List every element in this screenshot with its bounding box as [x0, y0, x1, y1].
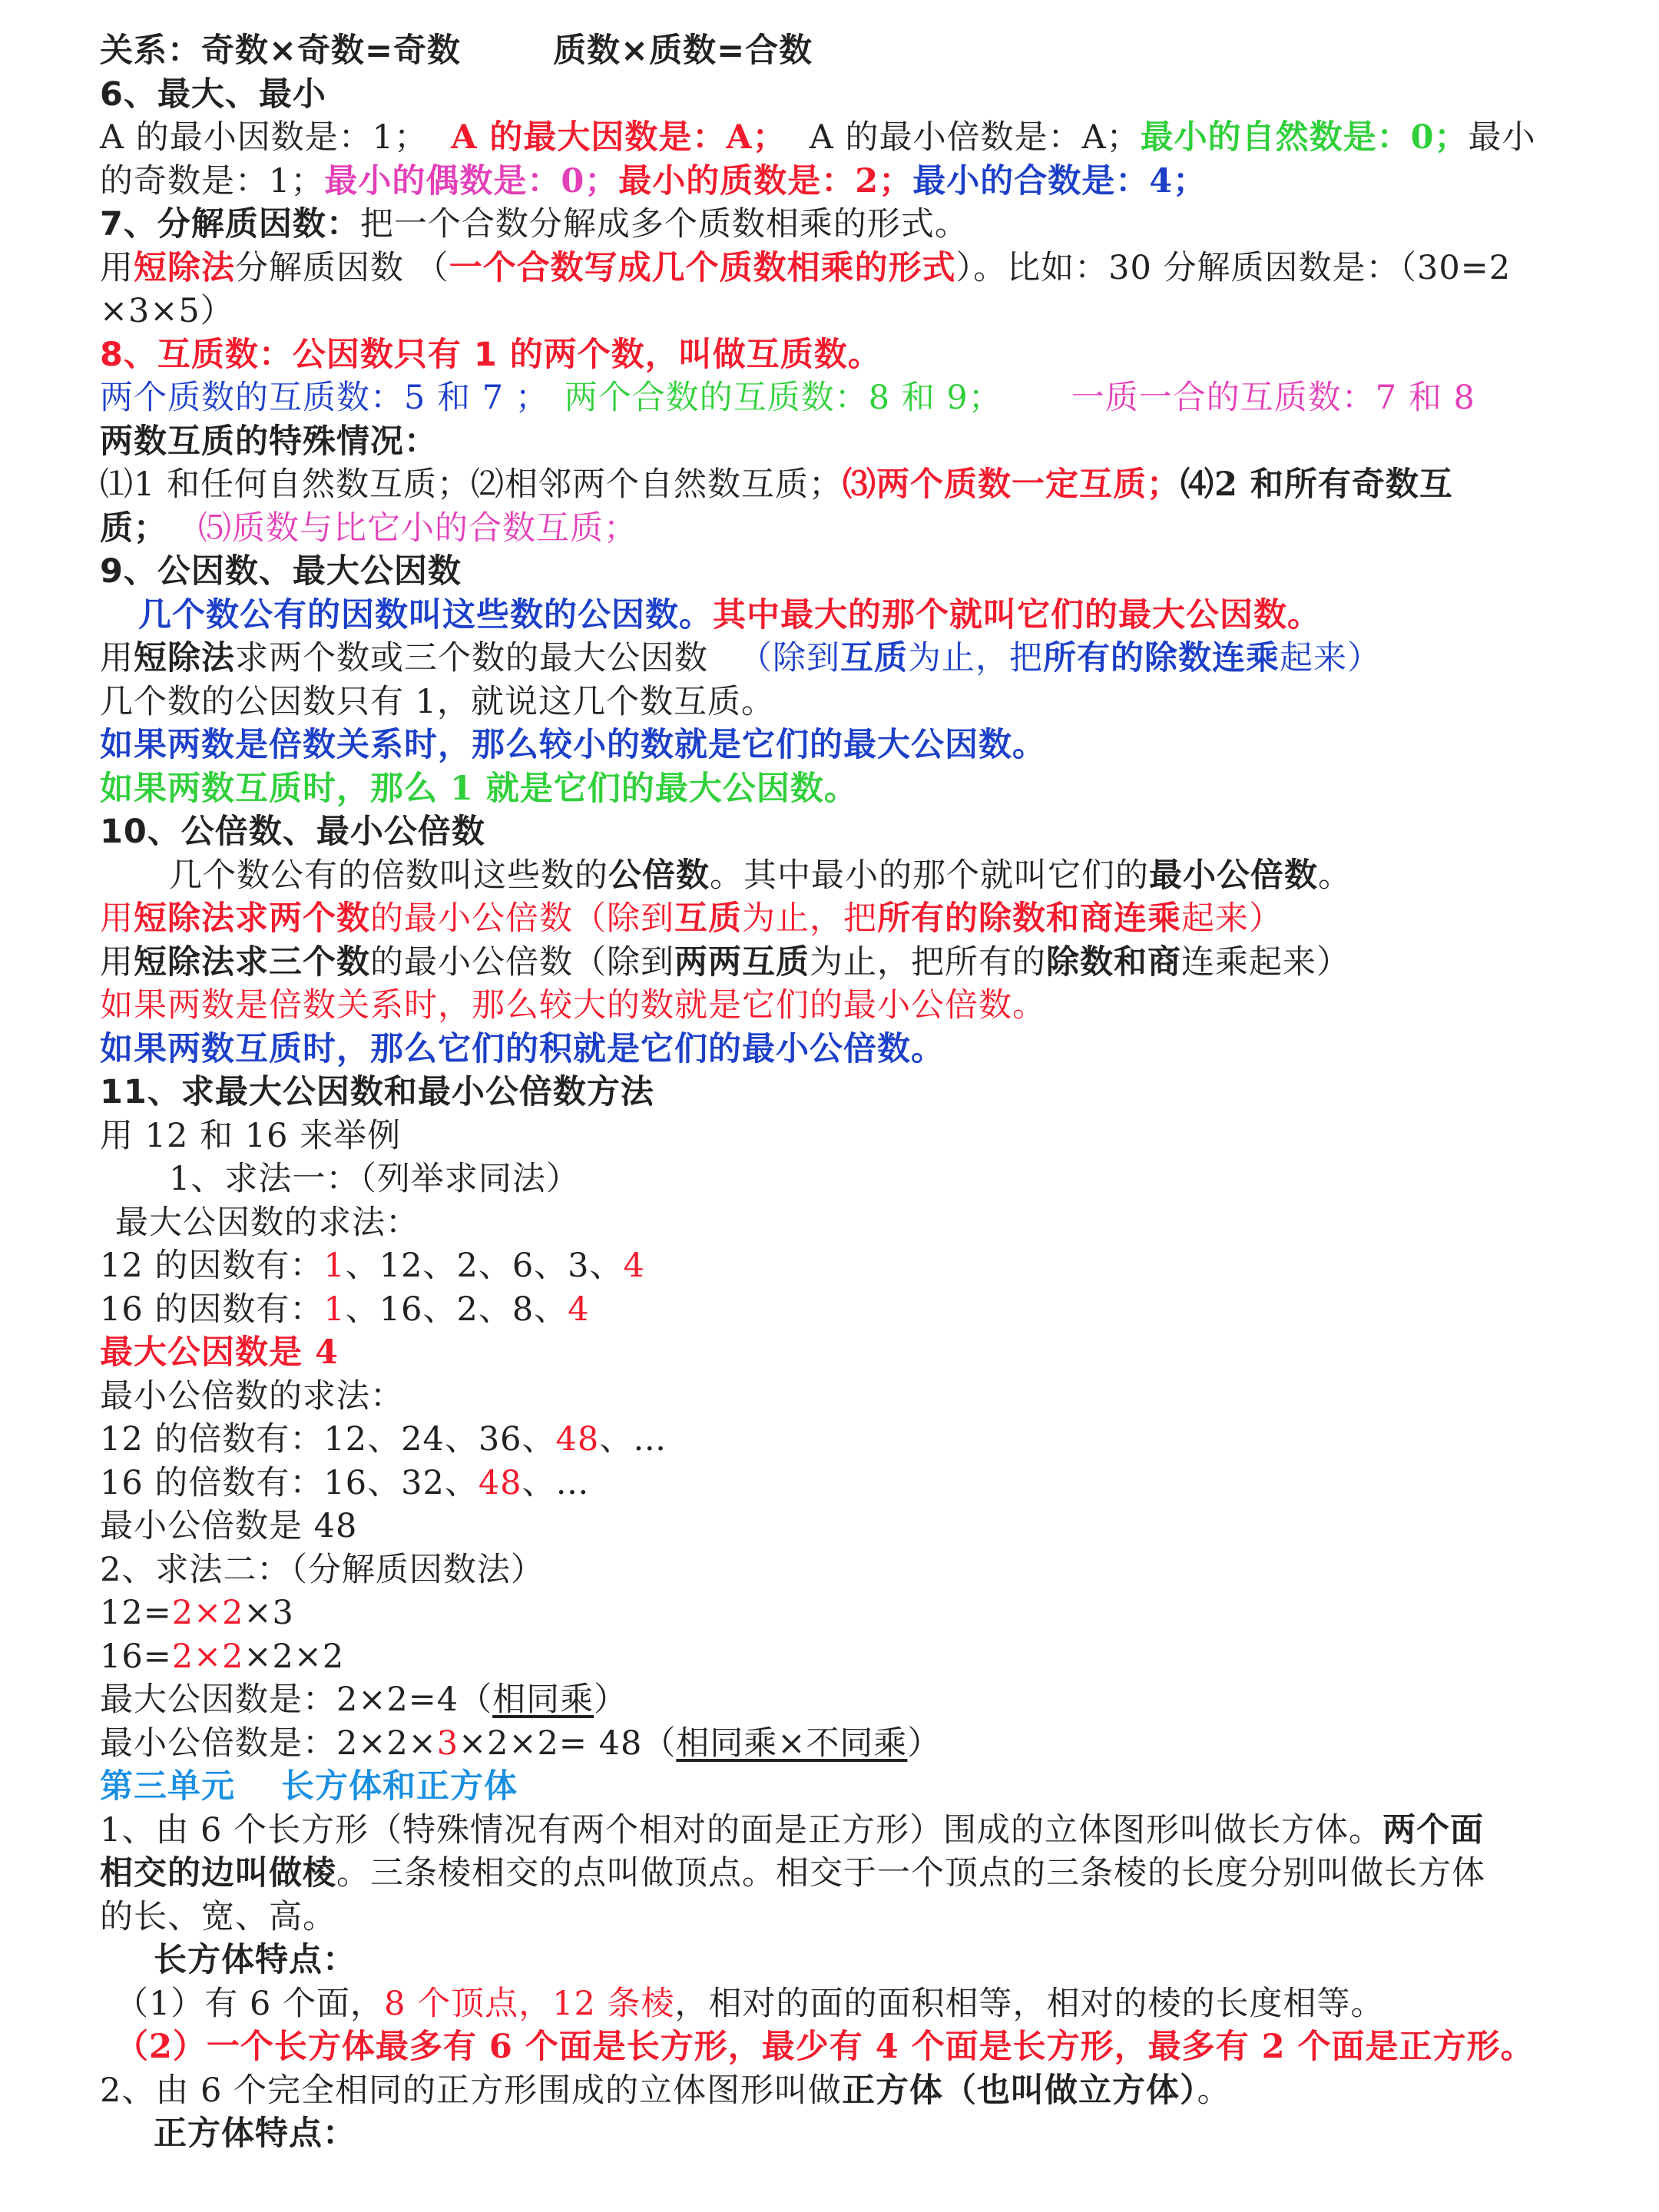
min-multiple-text: A 的最小倍数是：A；: [809, 118, 1141, 157]
pairwise-coprime-term: 两两互质: [674, 942, 810, 982]
two-primes-coprime: 两个质数的互质数：5 和 7 ；: [100, 379, 549, 417]
section-11-heading: 11、求最大公因数和最小公倍数方法: [100, 1073, 654, 1111]
cuboid-feature-2: （2）一个长方体最多有 6 个面是长方形，最少有 4 个面是长方形，最多有 2 个面是正方形。: [115, 2028, 1535, 2066]
together-text: 起来）: [1280, 639, 1381, 677]
factors-12-label: 12 的因数有：: [100, 1247, 324, 1285]
coprime-case-4: ⑷2 和所有奇数互: [1181, 465, 1453, 504]
common-multiple-text: 几个数公有的倍数叫这些数的: [169, 856, 608, 895]
factor-1-highlight: 1: [323, 1290, 346, 1329]
vertex-definition: 。三条棱相交的点叫做顶点。相交于一个顶点的三条棱的长度分别叫做长方体: [336, 1854, 1485, 1892]
gcd-result: 最大公因数是 4: [100, 1333, 339, 1372]
ellipsis-text: 、…: [599, 1420, 667, 1459]
cube-features-heading: 正方体特点：: [154, 2114, 356, 2153]
coprime-cases-line-2: [100, 507, 1561, 551]
lcm-coprime-rule: 如果两数互质时，那么它们的积就是它们的最小公倍数。: [100, 1029, 945, 1068]
factorization-12: [100, 1591, 1561, 1635]
eq-left: 16=: [100, 1637, 172, 1676]
edge-definition-end: 相交的边叫做棱: [100, 1854, 336, 1892]
cuboid-definition-line-1: [100, 1809, 1561, 1853]
coprime-case-5: ⑸质数与比它小的合数互质；: [198, 508, 637, 548]
eq-rest: ×2×2: [243, 1637, 345, 1676]
coprime-cases-line-1: [100, 463, 1561, 507]
example-text: ）。比如：30 分解质因数是：（30=2: [955, 248, 1512, 287]
method-1-heading: 1、求法一：（列举求同法）: [169, 1160, 580, 1198]
section-8-heading: 8、互质数：公因数只有 1 的两个数，叫做互质数。: [100, 335, 882, 374]
factors-12-middle: 、12、2、6、3、: [345, 1247, 624, 1285]
short-division-line: [100, 247, 1561, 290]
cube-definition-line: [100, 2069, 1561, 2113]
cuboid-feature-1: [100, 1982, 1561, 2026]
factors-12-line: [100, 1244, 1561, 1288]
different-factor-highlight: 3: [436, 1724, 459, 1763]
min-composite-text: 最小的合数是：4；: [912, 161, 1207, 200]
max-min-line-2: [100, 160, 1561, 204]
min-even-text: 最小的偶数是：0；: [324, 161, 619, 200]
coprime-term: 互质: [674, 899, 742, 938]
smallest-text: 。其中最小的那个就叫它们的: [710, 856, 1149, 895]
gcd-coprime-rule: 如果两数互质时，那么 1 就是它们的最大公因数。: [100, 769, 858, 808]
factors-16-label: 16 的因数有：: [100, 1290, 324, 1329]
min-text-end: 最小: [1468, 118, 1536, 157]
use-text: 用: [100, 639, 134, 677]
multiples-16-line: [100, 1462, 1561, 1505]
gcd-definition-line: [100, 594, 1561, 637]
factorization-definition: 把一个合数分解成多个质数相乘的形式。: [359, 205, 969, 243]
gcd-multiple-rule: 如果两数是倍数关系时，那么较小的数就是它们的最大公因数。: [100, 726, 1046, 764]
lcm-multiple-rule: 如果两数是倍数关系时，那么较大的数就是它们的最小公倍数。: [100, 986, 1046, 1025]
lcm-result: 最小公倍数是 48: [100, 1507, 358, 1545]
multiple-48-highlight: 48: [478, 1463, 522, 1502]
cuboid-features-heading: 长方体特点：: [154, 1941, 356, 1979]
lcm-until-text: 的最小公倍数（除到: [370, 942, 674, 982]
factor-4-highlight: 4: [568, 1290, 590, 1329]
lcm-two-numbers-line: [100, 897, 1561, 941]
lcm-term: 最小公倍数: [1149, 856, 1318, 895]
until-text: （除到: [739, 639, 840, 677]
multiples-12-line: [100, 1418, 1561, 1462]
min-prime-text: 最小的质数是：2；: [618, 161, 913, 200]
factors-16-line: [100, 1288, 1561, 1332]
eq-left: 12=: [100, 1594, 172, 1632]
multiple-48-highlight: 48: [555, 1420, 600, 1459]
multiples-12-list: 12 的倍数有：12、24、36、: [100, 1420, 556, 1459]
factor-1-highlight: 1: [323, 1247, 346, 1285]
cube-term: 正方体（也叫做立方体）: [842, 2071, 1197, 2110]
eq-rest: ×3: [243, 1594, 294, 1632]
example-intro: 用 12 和 16 来举例: [100, 1116, 402, 1155]
period-text: 。: [1197, 2071, 1231, 2110]
lcm-until-text: 的最小公倍数（除到: [370, 899, 674, 938]
cuboid-definition: 1、由 6 个长方形（特殊情况有两个相对的面是正方形）围成的立体图形叫做长方体。: [100, 1810, 1383, 1849]
coprime-special-heading: 两数互质的特殊情况：: [100, 422, 438, 461]
gcd-formula-line: [100, 1678, 1561, 1722]
gcd-method-text: 求两个数或三个数的最大公因数: [235, 639, 708, 677]
two-composites-coprime: 两个合数的互质数：8 和 9；: [564, 379, 1002, 417]
gcd-method-heading: 最大公因数的求法：: [115, 1203, 419, 1242]
multiples-16-list: 16 的倍数有：16、32、: [100, 1463, 478, 1502]
lcm-formula-end: ×2×2= 48（: [459, 1724, 677, 1763]
factorize-text: 分解质因数 （: [235, 248, 449, 287]
section-10-heading: 10、公倍数、最小公倍数: [100, 813, 485, 851]
use-text: 用: [100, 942, 134, 982]
short-division-three: 短除法求三个数: [134, 942, 370, 982]
odd-times-odd-rule: 关系：奇数×奇数=奇数: [100, 31, 462, 70]
lcm-method-heading: 最小公倍数的求法：: [100, 1376, 404, 1416]
multiply-all-term: 所有的除数和商连乘: [877, 899, 1181, 938]
lcm-three-numbers-line: [100, 941, 1561, 985]
short-division-term: 短除法: [134, 639, 235, 677]
factorization-16: [100, 1635, 1561, 1679]
lcm-definition-line: [100, 854, 1561, 898]
coprime-case-3: ⑶两个质数一定互质；: [843, 465, 1181, 504]
use-text: 用: [100, 899, 134, 938]
min-natural-text: 最小的自然数是：0；: [1140, 118, 1469, 157]
prime-composite-coprime: 一质一合的互质数：7 和 8: [1071, 379, 1475, 417]
edge-definition-start: 两个面: [1382, 1810, 1485, 1849]
stop-text: 为止，把所有的: [810, 942, 1046, 982]
close-paren: ）: [907, 1724, 942, 1763]
section-6-heading: 6、最大、最小: [100, 75, 326, 114]
prime-times-prime-rule: 质数×质数=合数: [553, 31, 813, 70]
coprime-examples-line: [100, 376, 1561, 420]
coprime-term: 互质: [840, 639, 908, 677]
use-text: 用: [100, 248, 134, 287]
section-9-heading: 9、公因数、最大公因数: [100, 552, 462, 591]
multiply-divisors-term: 所有的除数连乘: [1043, 639, 1280, 677]
cuboid-definition-line-2: [100, 1852, 1561, 1896]
opposite-equal-text: ，相对的面的面积相等，相对的棱的长度相等。: [674, 1984, 1385, 2023]
common-factor-definition: 几个数公有的因数叫这些数的公因数。: [138, 595, 713, 634]
factor-4-highlight: 4: [623, 1247, 645, 1285]
gcd-definition: 其中最大的那个就叫它们的最大公因数。: [713, 595, 1321, 634]
example-continued: ×3×5）: [100, 292, 234, 330]
coprime-cases-1-2: ⑴1 和任何自然数互质；⑵相邻两个自然数互质；: [100, 465, 843, 504]
max-min-line-1: [100, 116, 1561, 160]
section-7-heading: 7、分解质因数：: [100, 205, 360, 243]
cuboid-definition-line-3: 的长、宽、高。: [100, 1897, 336, 1936]
multiply-text: 连乘起来）: [1181, 942, 1350, 982]
odd-prime-relation-line: [100, 29, 1561, 73]
min-factor-text: A 的最小因数是：1；: [100, 118, 429, 157]
common-factors-highlight: 2×2: [171, 1594, 244, 1632]
short-division-term: 短除法: [134, 248, 235, 287]
min-odd-text: 的奇数是：1；: [100, 161, 325, 200]
factorize-definition: 一个合数写成几个质数相乘的形式: [449, 248, 956, 287]
coprime-case-4-end: 质；: [100, 508, 167, 548]
gcd-one-coprime-line: 几个数的公因数只有 1，就说这几个数互质。: [100, 682, 776, 721]
lcm-formula-line: [100, 1722, 1561, 1766]
short-division-two: 短除法求两个数: [134, 899, 370, 938]
lcm-formula-start: 最小公倍数是：2×2×: [100, 1724, 437, 1763]
gcd-formula: 最大公因数是：2×2=4（: [100, 1681, 493, 1719]
common-multiple-term: 公倍数: [608, 856, 710, 895]
factors-16-middle: 、16、2、8、: [345, 1290, 568, 1329]
six-faces-text: （1）有 6 个面，: [115, 1984, 385, 2023]
together-text: 起来）: [1181, 899, 1283, 938]
gcd-short-division-line: [100, 637, 1561, 680]
divisors-quotients-term: 除数和商: [1046, 942, 1181, 982]
period-text: 。: [1318, 856, 1352, 895]
unit-3-heading: 第三单元 长方体和正方体: [100, 1767, 518, 1806]
cube-definition: 2、由 6 个完全相同的正方形围成的立体图形叫做: [100, 2071, 843, 2110]
stop-text: 为止，把: [742, 899, 877, 938]
common-factors-highlight: 2×2: [171, 1637, 244, 1676]
vertices-edges-highlight: 8 个顶点，12 条棱: [384, 1984, 675, 2023]
same-multiply-note: 相同乘: [492, 1681, 594, 1719]
same-times-different-note: 相同乘×不同乘: [676, 1724, 908, 1763]
stop-text: 为止，把: [908, 639, 1043, 677]
max-factor-text: A 的最大因数是：A；: [451, 118, 786, 157]
section-7-line: [100, 203, 1561, 247]
close-paren: ）: [594, 1681, 628, 1719]
ellipsis-text: 、…: [522, 1463, 590, 1502]
method-2-heading: 2、求法二：（分解质因数法）: [100, 1550, 545, 1589]
